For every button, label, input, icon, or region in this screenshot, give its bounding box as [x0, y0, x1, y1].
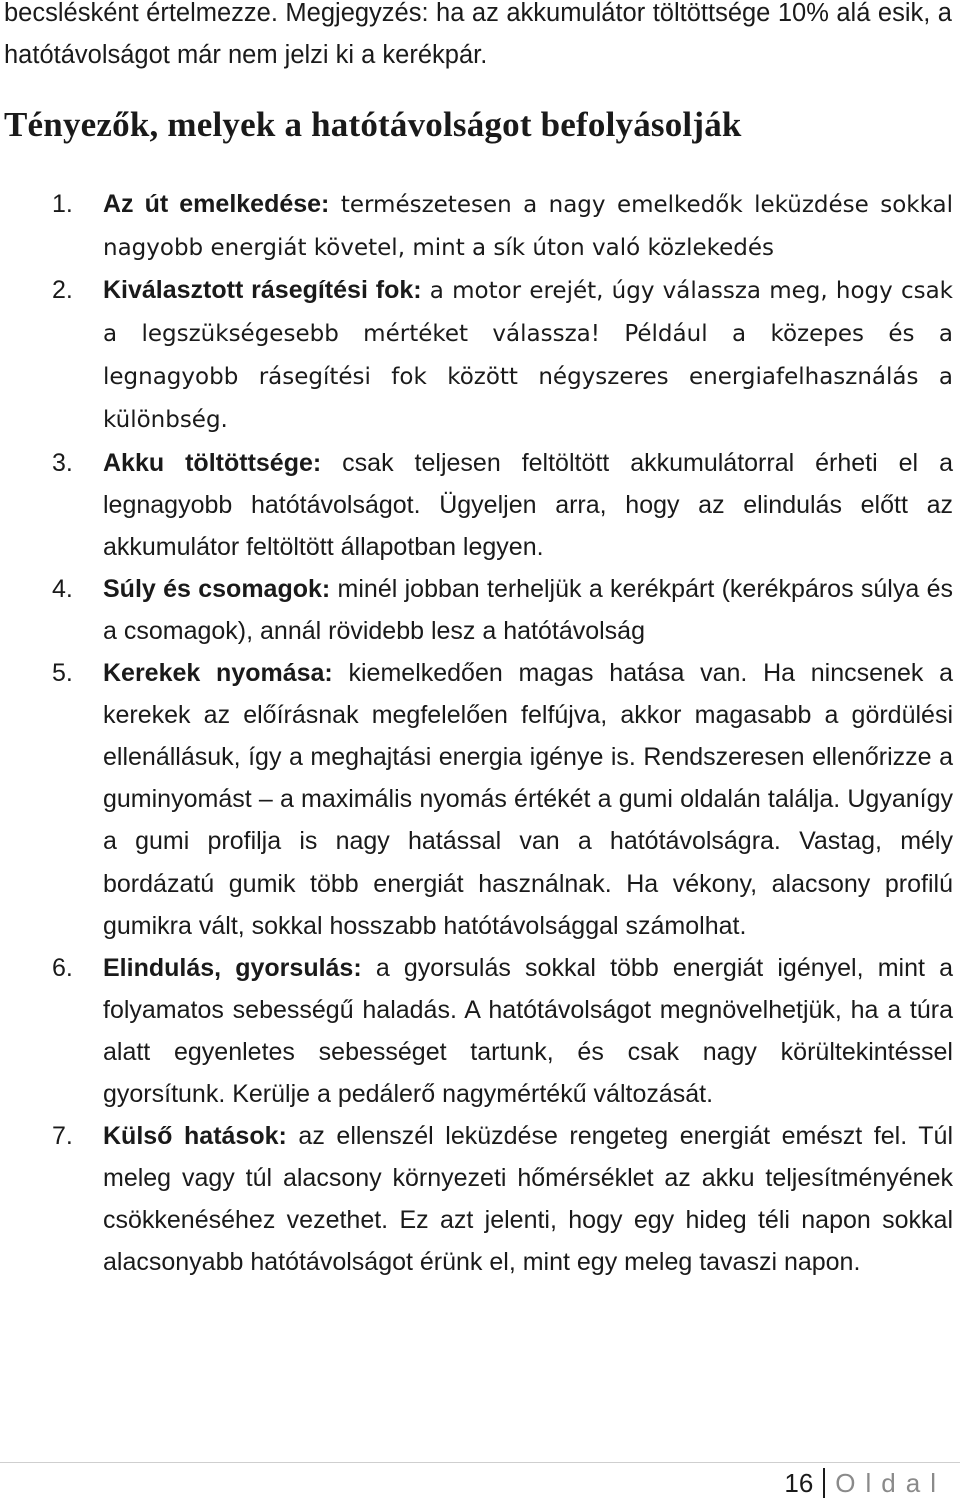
- list-item: [0, 947, 953, 1115]
- list-item-term: Az út emelkedése:: [103, 190, 330, 218]
- intro-paragraph: becslésként értelmezze. Megjegyzés: ha az akkumulátor töltöttsége 10% alá esik, a hatótávolságot már nem jelzi ki a kerékpár.: [4, 0, 952, 69]
- list-item-number: 4.: [52, 574, 73, 603]
- list-item-text: természetesen a nagy emelkedők leküzdése sokkal nagyobb energiát követel, mint a sík úton való közlekedés: [103, 192, 954, 262]
- list-item: [0, 652, 953, 947]
- list-item-term: Elindulás, gyorsulás:: [103, 953, 362, 982]
- footer-divider: [0, 1462, 960, 1463]
- list-item: [0, 442, 953, 568]
- list-item-number: 1.: [52, 190, 73, 218]
- list-item-term: Külső hatások:: [103, 1122, 287, 1151]
- list-item-text: a gyorsulás sokkal több energiát igényel, mint a folyamatos sebességű haladás. A hatótávolságot megnövelhetjük, ha a túra alatt egyenletes sebességet tartunk, és csak nagy körültekintéssel gyorsítunk. Kerülje a pedálerő nagymértékű változását.: [103, 953, 953, 1108]
- list-item-text: az ellenszél leküzdése rengeteg energiát emészt fel. Túl meleg vagy túl alacsony környezeti hőmérséklet az akku teljesítményének csökkenéséhez vezethet. Ez azt jelenti, hogy egy hideg téli napon sokkal alacsonyabb hatótávolságot érünk el, mint egy meleg tavaszi napon.: [103, 1122, 953, 1277]
- list-item-number: 7.: [52, 1122, 73, 1151]
- list-item-number: 6.: [52, 953, 73, 982]
- list-item-term: Kiválasztott rásegítési fok:: [103, 276, 422, 305]
- list-item-text: kiemelkedően magas hatása van. Ha nincsenek a kerekek az előírásnak megfelelően felfújva, akkor magasabb a gördülési ellenállásuk, így a meghajtási energia igénye is. Rendszeresen ellenőrizze a guminyomást – a maximális nyomás értékét a gumi oldalán találja. Ugyanígy a gumi profilja is nagy hatással van a hatótávolságra. Vastag, mély bordázatú gumik több energiát használnak. Ha vékony, alacsony profilú gumikra vált, sokkal hosszabb hatótávolsággal számolhat.: [103, 659, 953, 940]
- footer-separator: [823, 1468, 825, 1498]
- factors-list: [0, 183, 960, 1283]
- list-item-term: Akku töltöttsége:: [103, 448, 322, 477]
- list-item: [0, 1115, 953, 1283]
- page-footer: [784, 1466, 946, 1500]
- list-item-text: a motor erejét, úgy válassza meg, hogy csak a legszükségesebb mértéket válassza! Például a közepes és a legnagyobb rásegítési fok között négyszeres energiafelhasználás a különbség.: [103, 278, 953, 434]
- section-heading: Tényezők, melyek a hatótávolságot befolyásolják: [4, 105, 742, 144]
- list-item: [0, 183, 953, 269]
- page-label: Oldal: [835, 1468, 946, 1498]
- list-item-number: 5.: [52, 659, 73, 688]
- list-item-text: minél jobban terheljük a kerékpárt (kerékpáros súlya és a csomagok), annál rövidebb lesz a hatótávolság: [103, 574, 953, 645]
- list-item-term: Súly és csomagok:: [103, 574, 331, 603]
- list-item: [0, 568, 953, 652]
- page-number: 16: [784, 1468, 814, 1498]
- list-item-number: 3.: [52, 448, 73, 477]
- list-item: [0, 269, 953, 441]
- list-item-number: 2.: [52, 276, 73, 305]
- list-item-text: csak teljesen feltöltött akkumulátorral érheti el a legnagyobb hatótávolságot. Ügyeljen arra, hogy az elindulás előtt az akkumulátor feltöltött állapotban legyen.: [103, 448, 953, 561]
- list-item-term: Kerekek nyomása:: [103, 659, 333, 688]
